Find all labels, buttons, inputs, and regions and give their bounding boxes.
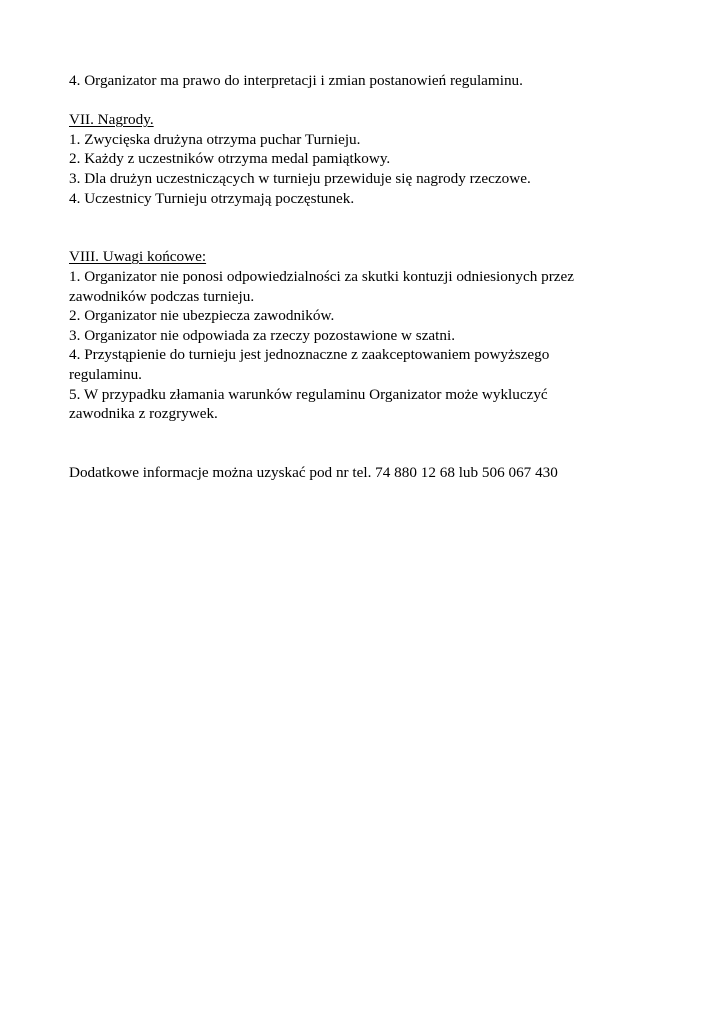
- list-item: 4. Uczestnicy Turnieju otrzymają poczęstunek.: [69, 189, 355, 207]
- section-heading-final-remarks: VIII. Uwagi końcowe:: [69, 248, 207, 266]
- list-item-line: 4. Przystąpienie do turnieju jest jednoznaczne z zaakceptowaniem powyższego: [69, 346, 550, 364]
- list-item: [69, 326, 669, 346]
- prizes-list: [69, 130, 669, 208]
- section-prizes: [69, 110, 669, 208]
- rule-item-4: 4. Organizator ma prawo do interpretacji i zmian postanowień regulaminu.: [69, 72, 523, 89]
- list-item-line: 2. Organizator nie ubezpiecza zawodników.: [69, 307, 335, 325]
- list-item-line: 3. Organizator nie odpowiada za rzeczy pozostawione w szatni.: [69, 326, 456, 344]
- list-item: [69, 306, 669, 326]
- list-item-line: 1. Organizator nie ponosi odpowiedzialności za skutki kontuzji odniesionych przez: [69, 267, 574, 285]
- list-item-line: zawodników podczas turnieju.: [69, 287, 255, 305]
- list-item: [69, 267, 669, 306]
- list-item: 2. Każdy z uczestników otrzyma medal pamiątkowy.: [69, 150, 391, 168]
- list-item: 3. Dla drużyn uczestniczących w turnieju przewiduje się nagrody rzeczowe.: [69, 169, 531, 187]
- list-item: [69, 385, 669, 424]
- list-item: 1. Zwycięska drużyna otrzyma puchar Turnieju.: [69, 130, 361, 148]
- spacer: [69, 91, 669, 111]
- list-item-line: 5. W przypadku złamania warunków regulaminu Organizator może wykluczyć: [69, 385, 548, 403]
- list-item-line: regulaminu.: [69, 365, 142, 383]
- document-page: [69, 71, 669, 482]
- spacer: [69, 208, 669, 247]
- spacer: [69, 424, 669, 463]
- list-item: [69, 345, 669, 384]
- section-final-remarks: [69, 247, 669, 423]
- contact-info: Dodatkowe informacje można uzyskać pod nr tel. 74 880 12 68 lub 506 067 430: [69, 463, 558, 481]
- section-heading-prizes: VII. Nagrody.: [69, 111, 154, 129]
- list-item-line: zawodnika z rozgrywek.: [69, 405, 218, 423]
- final-remarks-list: [69, 267, 669, 424]
